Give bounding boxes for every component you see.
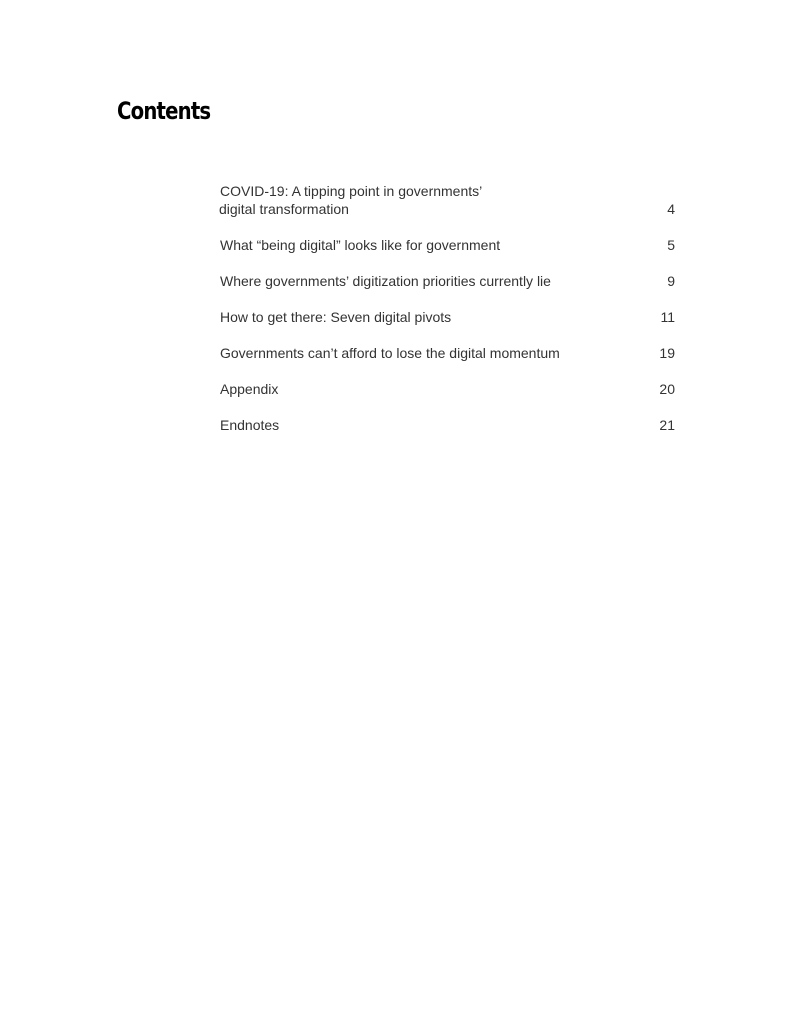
toc-entry-title-line: COVID-19: A tipping point in governments’ [220,183,483,199]
toc-page-number: 11 [660,309,675,325]
contents-heading: Contents [117,97,211,125]
toc-page-number: 20 [659,381,675,397]
toc-page-number: 21 [659,417,675,433]
toc-entry-title: How to get there: Seven digital pivots [220,309,452,325]
toc-entry[interactable] [220,344,675,362]
toc-entry[interactable] [220,182,675,218]
toc-page-number: 5 [667,237,675,253]
toc-page-number: 9 [667,273,675,289]
toc-entry-title-line: digital transformation [219,201,349,217]
toc-page-number: 4 [667,201,675,217]
toc-entry-title: What “being digital” looks like for government [220,237,501,253]
toc-entry-title: Appendix [220,381,279,397]
toc-entry-title: Endnotes [220,417,280,433]
toc-entry[interactable] [220,236,675,254]
toc-entry[interactable] [220,416,675,434]
table-of-contents [220,182,675,452]
toc-entry-title: Governments can’t afford to lose the digital momentum [220,345,560,361]
toc-entry[interactable] [220,380,675,398]
toc-entry[interactable] [220,272,675,290]
toc-page-number: 19 [659,345,675,361]
toc-entry-title: Where governments’ digitization priorities currently lie [220,273,551,289]
toc-entry-title [220,182,482,218]
toc-entry[interactable] [220,308,675,326]
